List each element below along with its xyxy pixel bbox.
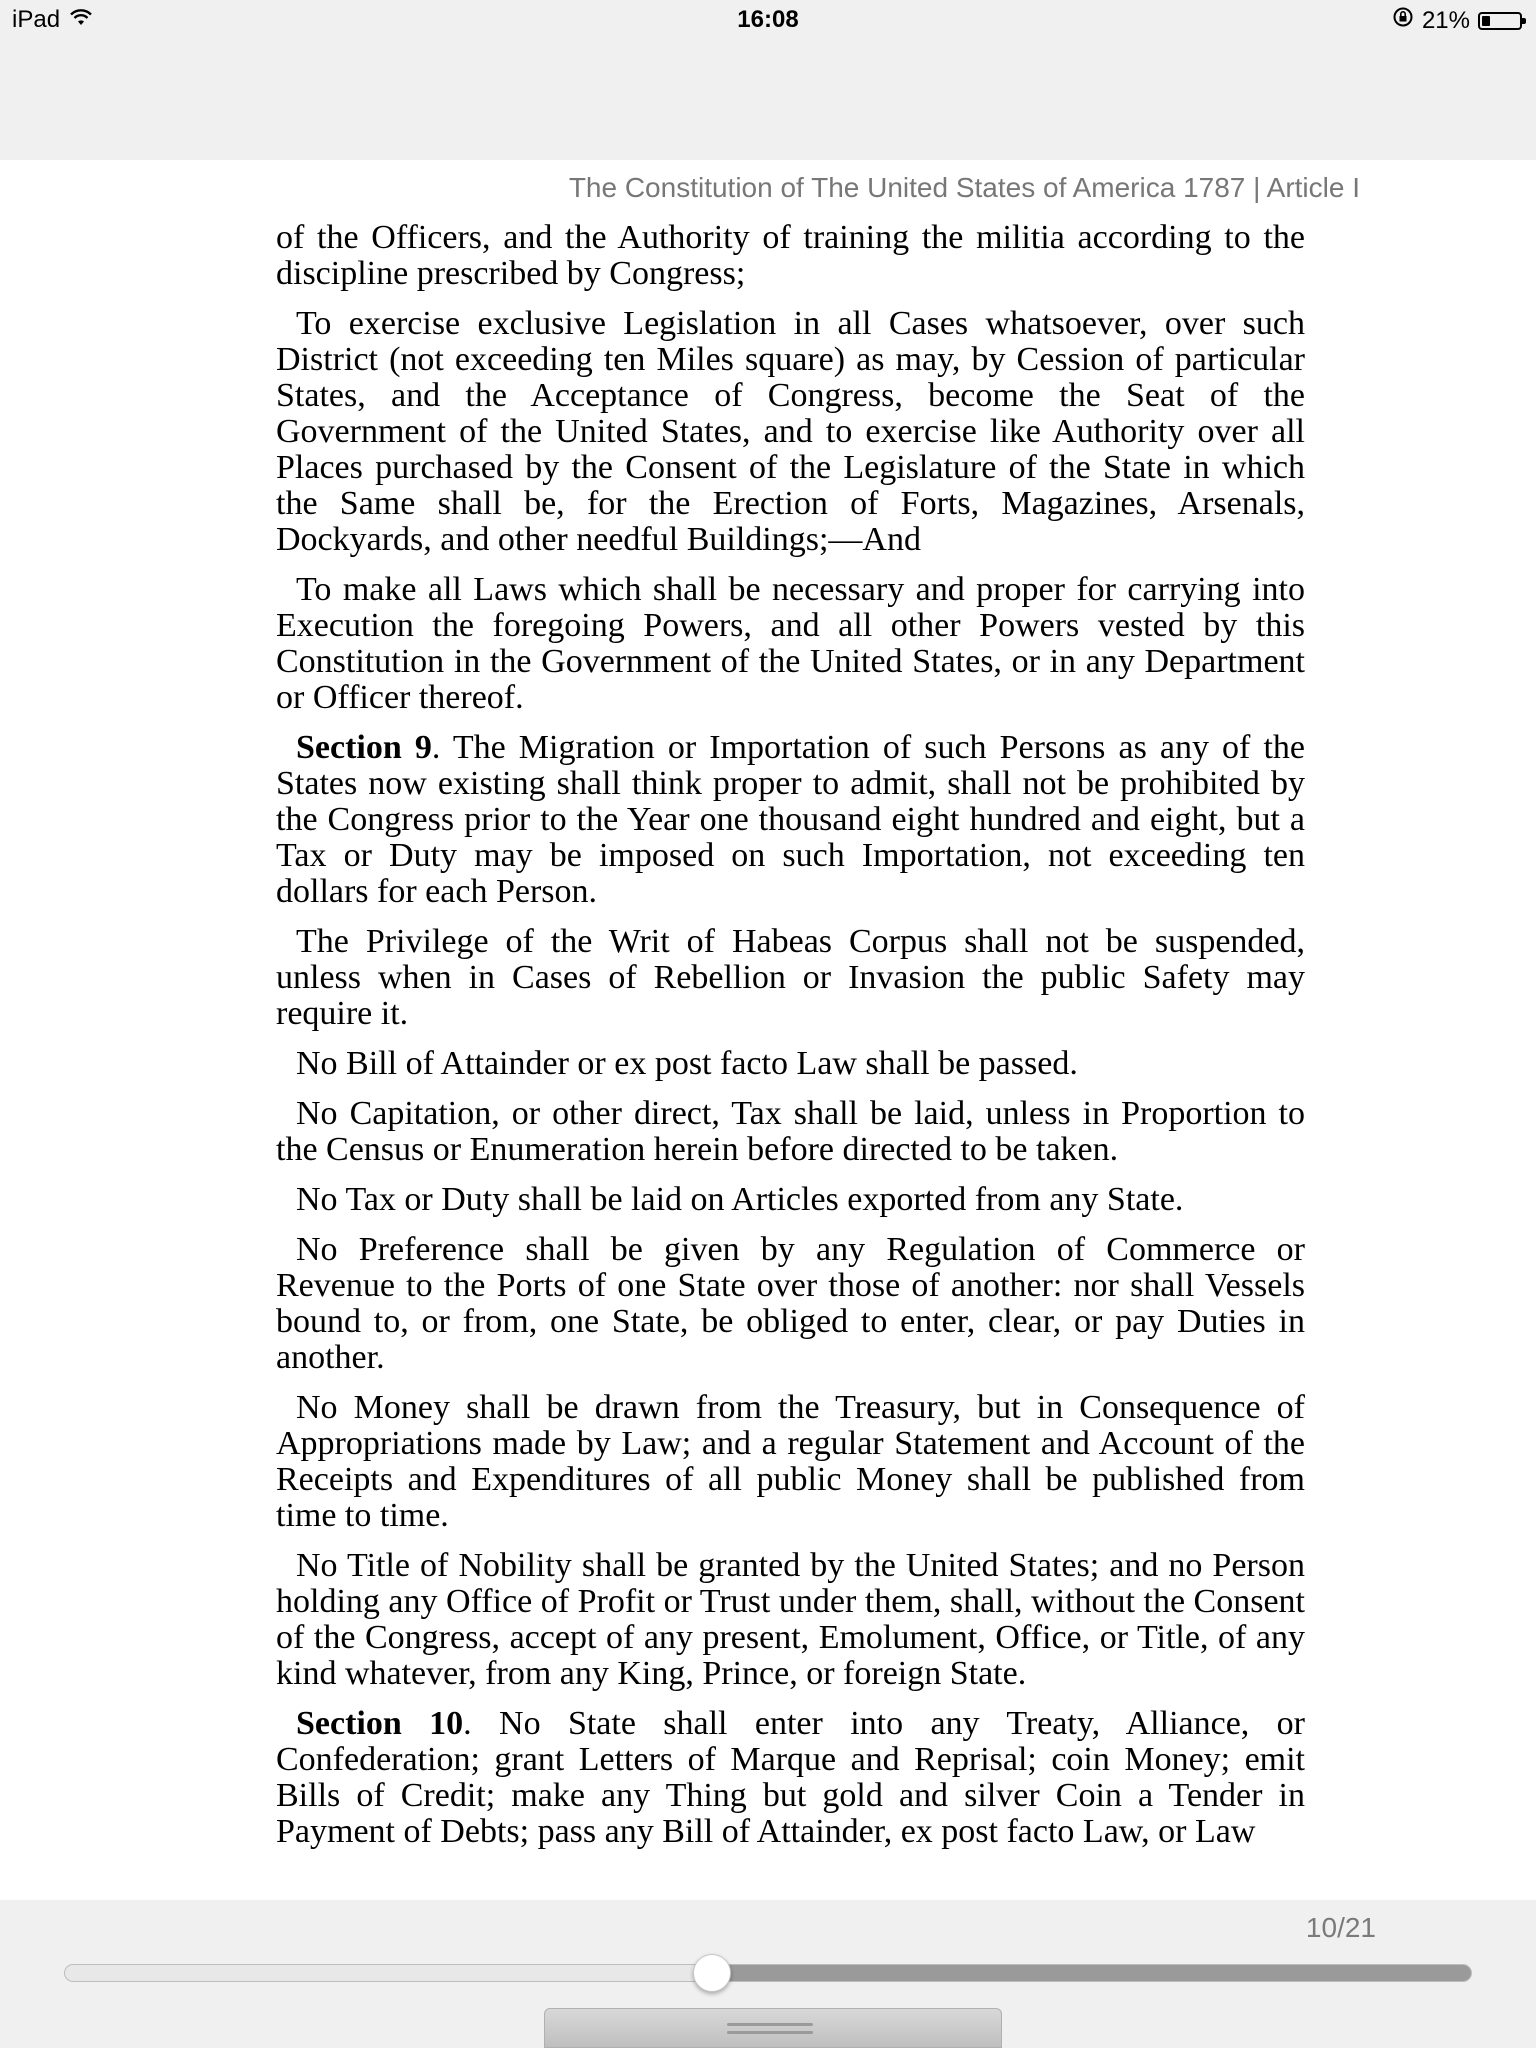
- page-text: [276, 220, 1305, 1864]
- section-label: Section 10: [296, 1705, 464, 1742]
- paragraph-text: To exercise exclusive Legislation in all Cases whatsoever, over such District (not exceeding ten Miles square) as may, by Cession of particular States, and the Acceptance of Congress, become the Seat of the Government of the United States, and to exercise like Authority over all Places purchased by the Consent of the Legislature of the State in which the Same shall be, for the Erection of Forts, Magazines, Arsenals, Dockyards, and other needful Buildings;—And: [276, 305, 1305, 558]
- paragraph-text: . The Migration or Importation of such Persons as any of the States now existing shall think proper to admit, shall not be prohibited by the Congress prior to the Year one thousand eight hundred and eight, but a Tax or Duty may be imposed on such Importation, not exceeding ten dollars for each Person.: [276, 729, 1305, 910]
- page-counter: 10/21: [1305, 1912, 1376, 1943]
- paragraph: [276, 1548, 1305, 1692]
- paragraph: [276, 1046, 1305, 1082]
- paragraph-text: No Tax or Duty shall be laid on Articles exported from any State.: [296, 1181, 1184, 1218]
- paragraph-text: . No State shall enter into any Treaty, Alliance, or Confederation; grant Letters of Marque and Reprisal; coin Money; emit Bills of Credit; make any Thing but gold and silver Coin a Tender in Payment of Debts; pass any Bill of Attainder, ex post facto Law, or Law: [276, 1705, 1305, 1850]
- section-label: Section 9: [296, 729, 432, 766]
- paragraph: [276, 1232, 1305, 1376]
- paragraph: [276, 1182, 1305, 1218]
- paragraph-text: No Preference shall be given by any Regulation of Commerce or Revenue to the Ports of one State over those of another: nor shall Vessels bound to, or from, one State, be obliged to enter, clear, or pay Duties in another.: [276, 1231, 1305, 1376]
- paragraph: [276, 730, 1305, 910]
- paragraph: [276, 1706, 1305, 1850]
- paragraph-text: No Money shall be drawn from the Treasury, but in Consequence of Appropriations made by Law; and a regular Statement and Account of the Receipts and Expenditures of all public Money shall be published from time to time.: [276, 1389, 1305, 1534]
- battery-fill: [1482, 16, 1490, 26]
- status-right: [1392, 6, 1522, 35]
- paragraph-text: of the Officers, and the Authority of training the militia according to the discipline prescribed by Congress;: [276, 219, 1305, 292]
- running-header: The Constitution of The United States of America 1787 | Article I: [568, 172, 1360, 203]
- scrubber-remaining: [713, 1965, 1471, 1981]
- battery-percent: 21%: [1421, 6, 1470, 34]
- battery-icon: [1478, 12, 1522, 30]
- paragraph: [276, 306, 1305, 558]
- paragraph-text: No Bill of Attainder or ex post facto Law shall be passed.: [296, 1045, 1078, 1082]
- paragraph-text: The Privilege of the Writ of Habeas Corpus shall not be suspended, unless when in Cases of Rebellion or Invasion the public Safety may require it.: [276, 923, 1305, 1032]
- page-scrubber[interactable]: [64, 1964, 1472, 1982]
- paragraph: [276, 924, 1305, 1032]
- rotation-lock-icon: [1392, 6, 1414, 35]
- bottom-navigation-bar: [0, 1900, 1536, 2048]
- battery-cap: [1522, 18, 1526, 24]
- reader-page[interactable]: [0, 160, 1536, 1900]
- paragraph: [276, 572, 1305, 716]
- grip-line: [727, 2031, 813, 2034]
- paragraph: [276, 1096, 1305, 1168]
- paragraph-text: No Capitation, or other direct, Tax shall be laid, unless in Proportion to the Census or Enumeration herein before directed to be taken.: [276, 1095, 1305, 1168]
- paragraph: [276, 220, 1305, 292]
- status-time: 16:08: [737, 6, 799, 33]
- status-bar: [0, 0, 1536, 40]
- grip-line: [727, 2023, 813, 2026]
- scrubber-thumb[interactable]: [693, 1954, 731, 1992]
- paragraph-text: No Title of Nobility shall be granted by the United States; and no Person holding any Office of Profit or Trust under them, shall, without the Consent of the Congress, accept of any present, Emolument, Office, or Title, of any kind whatever, from any King, Prince, or foreign State.: [276, 1547, 1305, 1692]
- paragraph: [276, 1390, 1305, 1534]
- paragraph-text: To make all Laws which shall be necessary and proper for carrying into Execution the foregoing Powers, and all other Powers vested by this Constitution in the Government of the United States, or in any Department or Officer thereof.: [276, 571, 1305, 716]
- device-name: iPad: [12, 6, 61, 33]
- drawer-handle[interactable]: [544, 2008, 1002, 2048]
